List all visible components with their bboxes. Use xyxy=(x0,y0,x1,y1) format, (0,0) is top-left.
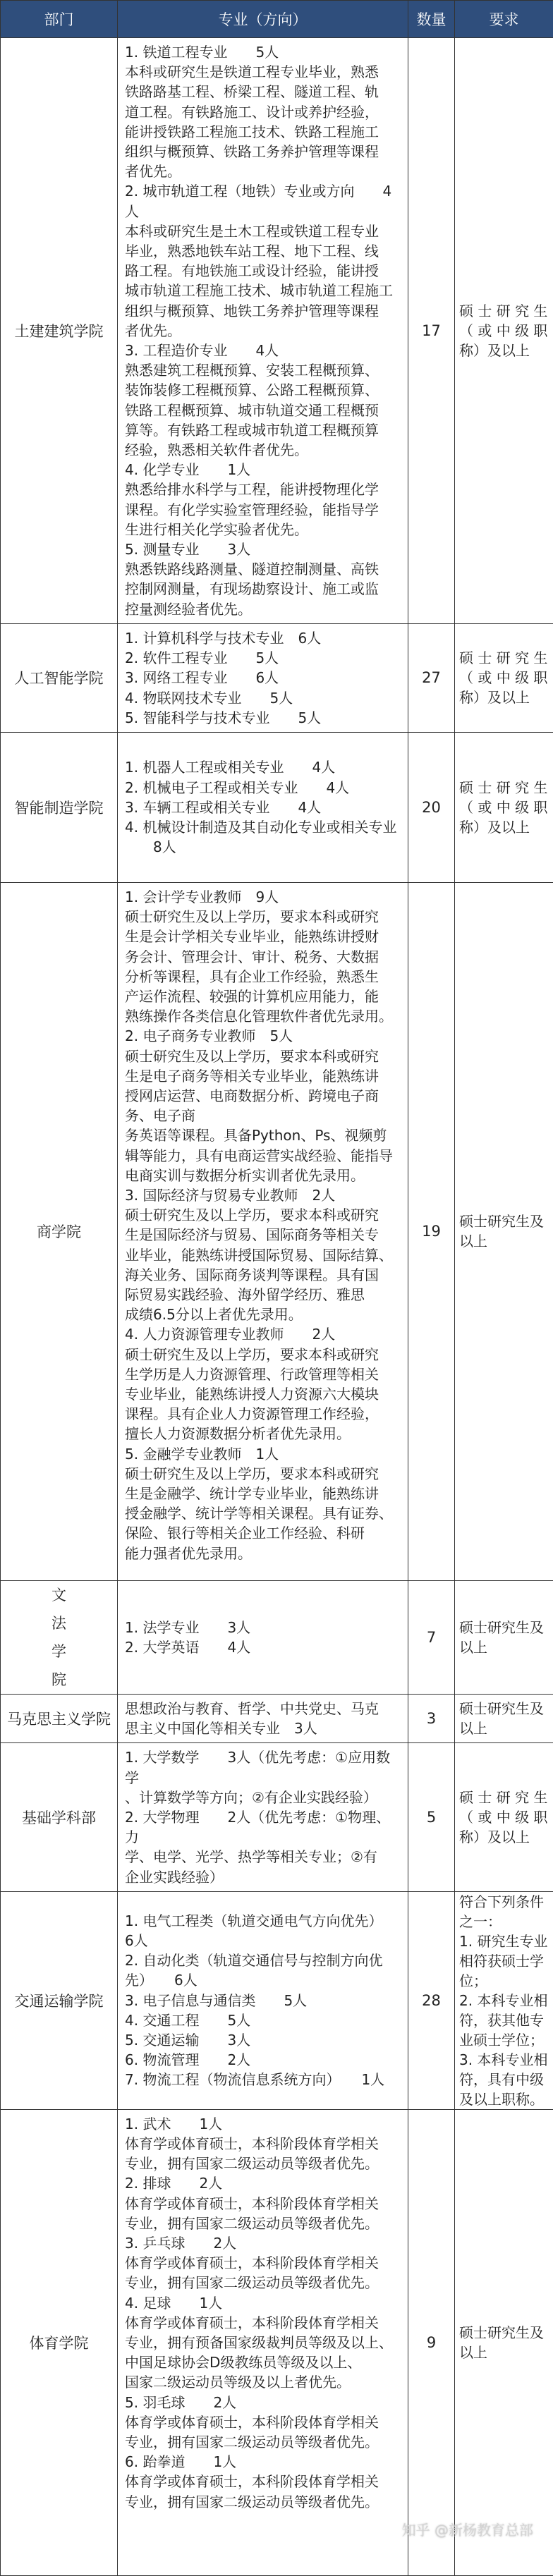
major-line: 专业，拥有国家二级运动员等级者优先。 xyxy=(125,2492,401,2512)
major-cell xyxy=(118,623,408,732)
major-line: 熟练操作各类信息化管理软件者优先录用。 xyxy=(125,1006,401,1026)
requirement-line: （ 或 中 级 职 xyxy=(459,668,549,688)
count-cell: 27 xyxy=(408,623,455,732)
major-line: 3. 网络工程专业 6人 xyxy=(125,668,401,688)
major-line: 4. 化学专业 1人 xyxy=(125,460,401,480)
dept-cell: 交通运输学院 xyxy=(1,1891,118,2109)
table-row xyxy=(1,623,553,732)
major-line: 3. 电子信息与通信类 5人 xyxy=(125,1991,401,2010)
major-line: 本科或研究生是铁道工程专业毕业，熟悉 xyxy=(125,62,401,82)
major-cell xyxy=(118,38,408,624)
requirement-line: 称）及以上 xyxy=(459,1827,549,1847)
table-row xyxy=(1,1580,553,1694)
requirement-cell xyxy=(455,623,553,732)
major-cell xyxy=(118,1743,408,1891)
major-line: 5. 金融学专业教师 1人 xyxy=(125,1444,401,1464)
requirement-line: 以上 xyxy=(459,2343,549,2362)
major-line: 分析等课程，具有企业工作经验，熟悉生 xyxy=(125,967,401,987)
major-line: 际贸易实践经验、海外留学经历、雅思 xyxy=(125,1285,401,1305)
major-line: 人 xyxy=(125,202,401,221)
requirement-line: 之一： xyxy=(459,1912,549,1931)
major-line: 道工程。有铁路施工、设计或养护经验， xyxy=(125,102,401,122)
major-line: 专业毕业，能熟练讲授人力资源六大模块 xyxy=(125,1384,401,1404)
requirement-line: （ 或 中 级 职 xyxy=(459,321,549,341)
major-line: 思想政治与教育、哲学、中共党史、马克 xyxy=(125,1699,401,1719)
major-line: 经验，熟悉相关软件者优先。 xyxy=(125,440,401,460)
requirement-line: 符，具有中级 xyxy=(459,2070,549,2089)
major-line: 硕士研究生及以上学历，要求本科或研究 xyxy=(125,1345,401,1365)
major-line: 专业，拥有国家二级运动员等级者优先。 xyxy=(125,2154,401,2173)
major-line: 生学历是人力资源管理、行政管理等相关 xyxy=(125,1365,401,1384)
major-line: 控制网测量，有现场勘察设计、施工或监 xyxy=(125,579,401,599)
major-line: 3. 车辆工程或相关专业 4人 xyxy=(125,798,401,817)
major-line: 国家二级运动员等级及以上者优先。 xyxy=(125,2372,401,2392)
major-cell xyxy=(118,1694,408,1742)
major-line: 授金融学、统计学等相关课程。具有证券、 xyxy=(125,1503,401,1523)
table-row xyxy=(1,38,553,624)
major-line: 1. 武术 1人 xyxy=(125,2114,401,2134)
requirement-line: 称）及以上 xyxy=(459,817,549,837)
major-line: 6. 物流管理 2人 xyxy=(125,2050,401,2070)
major-line: 组织与概预算、地铁工务养护管理等课程 xyxy=(125,301,401,321)
major-line: 课程。具有企业人力资源管理工作经验， xyxy=(125,1404,401,1424)
major-line: 专业，拥有国家二级运动员等级者优先。 xyxy=(125,2273,401,2293)
major-line: 2. 软件工程专业 5人 xyxy=(125,648,401,668)
requirement-line: 位； xyxy=(459,1971,549,1991)
major-line: 5. 测量专业 3人 xyxy=(125,539,401,559)
dept-cell: 智能制造学院 xyxy=(1,732,118,882)
requirement-line: 相符获硕士学 xyxy=(459,1951,549,1971)
major-line: 、计算数学等方向；②有企业实践经验） xyxy=(125,1788,401,1807)
count-cell: 20 xyxy=(408,732,455,882)
major-line: 体育学或体育硕士，本科阶段体育学相关 xyxy=(125,2472,401,2491)
major-line: 授网店运营、电商数据分析、跨境电子商务、电子商 xyxy=(125,1086,401,1125)
major-cell xyxy=(118,2109,408,2575)
major-line: 专业，拥有国家二级运动员等级者优先。 xyxy=(125,2214,401,2233)
requirement-line: （ 或 中 级 职 xyxy=(459,798,549,817)
major-line: 务会计、管理会计、审计、税务、大数据 xyxy=(125,947,401,967)
major-line: 熟悉铁路线路测量、隧道控制测量、高铁 xyxy=(125,559,401,579)
requirement-cell xyxy=(455,732,553,882)
requirement-line: 业硕士学位； xyxy=(459,2030,549,2050)
requirement-line: 硕士研究生及 xyxy=(459,2323,549,2343)
major-line: 5. 交通运输 3人 xyxy=(125,2030,401,2050)
major-line: 硕士研究生及以上学历，要求本科或研究 xyxy=(125,1205,401,1225)
major-line: 铁路工程概预算、城市轨道交通工程概预 xyxy=(125,401,401,420)
major-line: 者优先。 xyxy=(125,321,401,341)
zhihu-watermark: 知乎 @新杨教育总部 xyxy=(402,2519,533,2539)
major-line: 8人 xyxy=(125,837,401,857)
major-line: 硕士研究生及以上学历，要求本科或研究 xyxy=(125,1464,401,1484)
requirement-line: 符，获其他专 xyxy=(459,2010,549,2030)
major-line: 思主义中国化等相关专业 3人 xyxy=(125,1719,401,1738)
major-line: 1. 电气工程类（轨道交通电气方向优先） xyxy=(125,1911,401,1931)
table-row xyxy=(1,1694,553,1742)
table-row xyxy=(1,1743,553,1891)
major-line: 擅长人力资源数据分析者优先录用。 xyxy=(125,1424,401,1443)
requirement-line: 2. 本科专业相 xyxy=(459,1991,549,2010)
major-line: 专业，拥有预备国家级裁判员等级及以上、 xyxy=(125,2333,401,2352)
major-line: 学、电学、光学、热学等相关专业；②有 xyxy=(125,1847,401,1867)
major-line: 体育学或体育硕士，本科阶段体育学相关 xyxy=(125,2134,401,2154)
dept-cell: 体育学院 xyxy=(1,2109,118,2575)
requirement-line: 以上 xyxy=(459,1637,549,1657)
requirement-line: 以上 xyxy=(459,1719,549,1738)
requirement-cell xyxy=(455,1694,553,1742)
table-row xyxy=(1,732,553,882)
major-line: 本科或研究生是土木工程或铁道工程专业 xyxy=(125,221,401,241)
major-line: 务英语等课程。具备Python、Ps、视频剪 xyxy=(125,1125,401,1145)
major-line: 生进行相关化学实验者优先。 xyxy=(125,520,401,539)
major-line: 3. 工程造价专业 4人 xyxy=(125,341,401,360)
major-line: 2. 自动化类（轨道交通信号与控制方向优 xyxy=(125,1951,401,1970)
requirement-line: 以上 xyxy=(459,1231,549,1251)
major-line: 路工程。有地铁施工或设计经验，能讲授 xyxy=(125,261,401,281)
major-line: 组织与概预算、铁路工务养护管理等课程 xyxy=(125,142,401,161)
major-line: 辑等能力，具有电商运营实战经验、能指导 xyxy=(125,1146,401,1166)
major-line: 电商实训与数据分析实训者优先录用。 xyxy=(125,1166,401,1185)
major-line: 1. 会计学专业教师 9人 xyxy=(125,887,401,907)
dept-cell: 基础学科部 xyxy=(1,1743,118,1891)
requirement-line: 3. 本科专业相 xyxy=(459,2050,549,2070)
requirement-cell xyxy=(455,1580,553,1694)
major-line: 1. 计算机科学与技术专业 6人 xyxy=(125,628,401,648)
major-line: 5. 智能科学与技术专业 5人 xyxy=(125,708,401,728)
requirement-line: 称）及以上 xyxy=(459,688,549,707)
requirement-line: 硕 士 研 究 生 xyxy=(459,301,549,321)
requirement-cell xyxy=(455,1743,553,1891)
dept-name: 文法学院 xyxy=(51,1581,67,1694)
major-line: 装饰装修工程概预算、公路工程概预算、 xyxy=(125,380,401,400)
requirement-cell xyxy=(455,1891,553,2109)
major-line: 者优先。 xyxy=(125,161,401,181)
major-line: 1. 法学专业 3人 xyxy=(125,1618,401,1637)
table-header-row xyxy=(1,1,553,38)
major-line: 2. 大学物理 2人（优先考虑：①物理、力 xyxy=(125,1807,401,1847)
count-cell: 19 xyxy=(408,882,455,1580)
major-line: 生是会计学相关专业毕业，能熟练讲授财 xyxy=(125,927,401,946)
dept-cell: 土建建筑学院 xyxy=(1,38,118,624)
major-line: 硕士研究生及以上学历，要求本科或研究 xyxy=(125,1046,401,1066)
requirement-cell xyxy=(455,2109,553,2575)
dept-cell xyxy=(1,1580,118,1694)
requirement-line: 硕士研究生及 xyxy=(459,1699,549,1719)
requirement-cell xyxy=(455,882,553,1580)
major-line: 6. 跆拳道 1人 xyxy=(125,2452,401,2472)
requirement-line: 符合下列条件 xyxy=(459,1892,549,1912)
count-cell: 9 xyxy=(408,2109,455,2575)
requirement-line: 称）及以上 xyxy=(459,341,549,360)
major-line: 成绩6.5分以上者优先录用。 xyxy=(125,1305,401,1324)
requirement-line: 硕士研究生及 xyxy=(459,1618,549,1637)
major-line: 体育学或体育硕士，本科阶段体育学相关 xyxy=(125,2194,401,2214)
major-line: 城市轨道工程施工技术、城市轨道工程施工 xyxy=(125,281,401,300)
major-line: 算等。有铁路工程或城市轨道工程概预算 xyxy=(125,420,401,440)
requirement-line: （ 或 中 级 职 xyxy=(459,1807,549,1827)
major-line: 4. 交通工程 5人 xyxy=(125,2010,401,2030)
major-line: 产运作流程、较强的计算机应用能力，能 xyxy=(125,987,401,1006)
major-line: 5. 羽毛球 2人 xyxy=(125,2393,401,2412)
major-line: 保险、银行等相关企业工作经验、科研 xyxy=(125,1523,401,1543)
dept-cell: 人工智能学院 xyxy=(1,623,118,732)
major-line: 2. 电子商务专业教师 5人 xyxy=(125,1026,401,1046)
requirement-line: 硕 士 研 究 生 xyxy=(459,1788,549,1807)
count-cell: 5 xyxy=(408,1743,455,1891)
requirement-line: 硕 士 研 究 生 xyxy=(459,648,549,668)
major-line: 能讲授铁路工程施工技术、铁路工程施工 xyxy=(125,122,401,142)
major-line: 3. 乒乓球 2人 xyxy=(125,2233,401,2253)
major-line: 3. 国际经济与贸易专业教师 2人 xyxy=(125,1185,401,1205)
major-line: 体育学或体育硕士，本科阶段体育学相关 xyxy=(125,2412,401,2432)
count-cell: 28 xyxy=(408,1891,455,2109)
major-line: 1. 大学数学 3人（优先考虑：①应用数学 xyxy=(125,1747,401,1787)
major-line: 生是电子商务等相关专业毕业，能熟练讲 xyxy=(125,1066,401,1086)
major-line: 中国足球协会D级教练员等级及以上、 xyxy=(125,2352,401,2372)
requirement-line: 硕士研究生及 xyxy=(459,1211,549,1231)
major-line: 4. 物联网技术专业 5人 xyxy=(125,688,401,708)
major-cell xyxy=(118,1891,408,2109)
major-line: 2. 排球 2人 xyxy=(125,2173,401,2193)
major-cell xyxy=(118,1580,408,1694)
major-line: 铁路路基工程、桥梁工程、隧道工程、轨 xyxy=(125,82,401,102)
major-line: 能力强者优先录用。 xyxy=(125,1544,401,1563)
major-line: 先） 6人 xyxy=(125,1970,401,1990)
major-line: 2. 机械电子工程或相关专业 4人 xyxy=(125,778,401,798)
major-line: 熟悉建筑工程概预算、安装工程概预算、 xyxy=(125,360,401,380)
major-line: 4. 足球 1人 xyxy=(125,2293,401,2313)
major-line: 生是金融学、统计学专业毕业，能熟练讲 xyxy=(125,1484,401,1503)
major-line: 体育学或体育硕士，本科阶段体育学相关 xyxy=(125,2313,401,2333)
header-count: 数量 xyxy=(408,1,455,38)
requirement-line: 硕 士 研 究 生 xyxy=(459,778,549,798)
header-major: 专业（方向） xyxy=(118,1,408,38)
major-line: 4. 机械设计制造及其自动化专业或相关专业 xyxy=(125,817,401,837)
major-line: 6人 xyxy=(125,1931,401,1951)
major-cell xyxy=(118,882,408,1580)
major-line: 2. 大学英语 4人 xyxy=(125,1637,401,1657)
major-line: 控量测经验者优先。 xyxy=(125,599,401,619)
table-row xyxy=(1,1891,553,2109)
dept-cell: 马克思主义学院 xyxy=(1,1694,118,1742)
header-requirement: 要求 xyxy=(455,1,553,38)
count-cell: 3 xyxy=(408,1694,455,1742)
major-line: 体育学或体育硕士，本科阶段体育学相关 xyxy=(125,2253,401,2273)
major-line: 4. 人力资源管理专业教师 2人 xyxy=(125,1324,401,1344)
major-line: 熟悉给排水科学与工程，能讲授物理化学 xyxy=(125,480,401,499)
major-line: 2. 城市轨道工程（地铁）专业或方向 4 xyxy=(125,181,401,201)
major-line: 硕士研究生及以上学历，要求本科或研究 xyxy=(125,907,401,927)
major-cell xyxy=(118,732,408,882)
major-line: 企业实践经验） xyxy=(125,1867,401,1887)
count-cell: 7 xyxy=(408,1580,455,1694)
table-row xyxy=(1,2109,553,2575)
major-line: 1. 铁道工程专业 5人 xyxy=(125,42,401,62)
count-cell: 17 xyxy=(408,38,455,624)
major-line: 海关业务、国际商务谈判等课程。具有国 xyxy=(125,1265,401,1285)
requirement-line: 及以上职称。 xyxy=(459,2089,549,2109)
major-line: 业毕业，能熟练讲授国际贸易、国际结算、 xyxy=(125,1245,401,1265)
major-line: 生是国际经济与贸易、国际商务等相关专 xyxy=(125,1225,401,1245)
major-line: 7. 物流工程（物流信息系统方向） 1人 xyxy=(125,2070,401,2089)
requirement-line: 1. 研究生专业 xyxy=(459,1931,549,1951)
table-row xyxy=(1,882,553,1580)
major-line: 专业，拥有国家二级运动员等级者优先。 xyxy=(125,2432,401,2452)
header-dept: 部门 xyxy=(1,1,118,38)
major-line: 毕业，熟悉地铁车站工程、地下工程、线 xyxy=(125,241,401,261)
major-line: 1. 机器人工程或相关专业 4人 xyxy=(125,757,401,777)
requirement-cell xyxy=(455,38,553,624)
major-line: 课程。有化学实验室管理经验，能指导学 xyxy=(125,500,401,520)
dept-cell: 商学院 xyxy=(1,882,118,1580)
